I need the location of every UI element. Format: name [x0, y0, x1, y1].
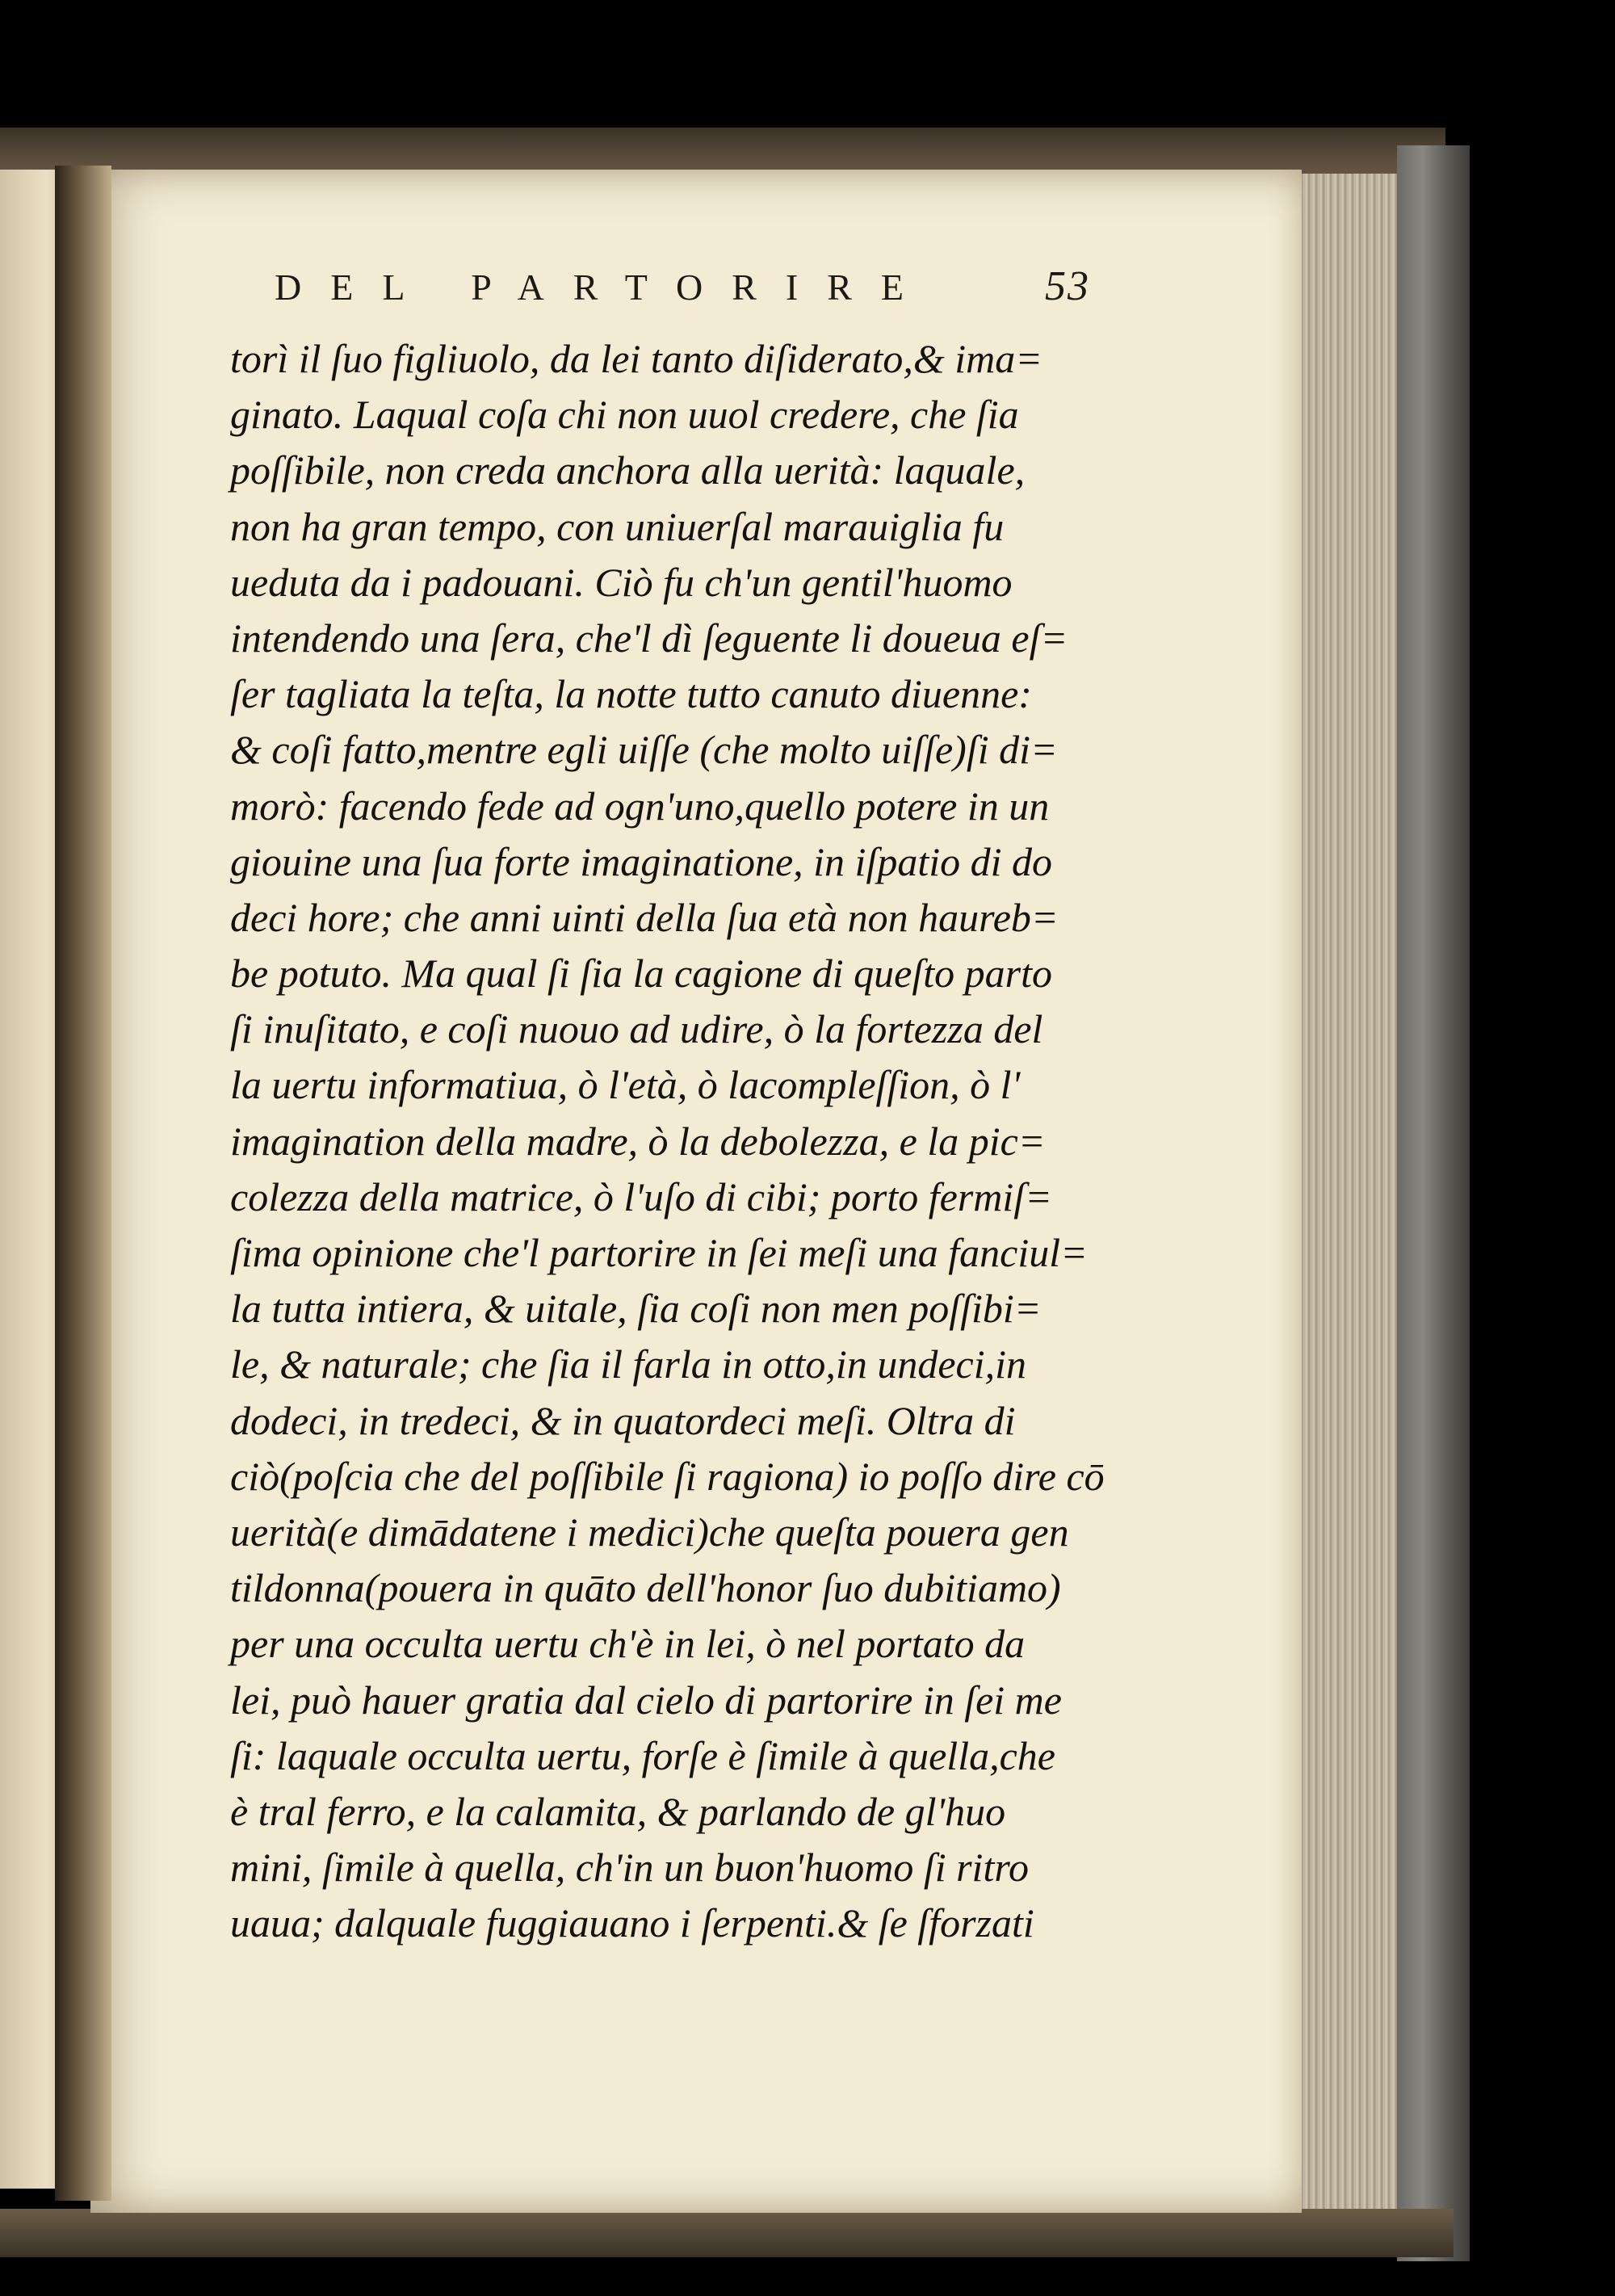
text-line: non ha gran tempo, con uniuerſal marauiglia fu: [230, 503, 1005, 549]
text-line: è tral ferro, e la calamita, & parlando de gl'huo: [230, 1788, 1006, 1834]
text-line: ginato. Laqual coſa chi non uuol credere, che ſia: [230, 392, 1019, 438]
text-line: uaua; dalquale fuggiauano i ſerpenti.& ſe ſforzati: [230, 1900, 1034, 1946]
text-line: la uertu informatiua, ò l'età, ò lacompleſſion, ò l': [230, 1062, 1021, 1108]
text-line: ſi inuſitato, e coſi nuouo ad udire, ò la fortezza del: [230, 1006, 1043, 1052]
text-line: ſima opinione che'l partorire in ſei meſi una fanciul=: [230, 1230, 1088, 1275]
text-line: ciò(poſcia che del poſſibile ſi ragiona) io poſſo dire cō: [230, 1453, 1105, 1499]
page-block-edges: [1282, 174, 1416, 2241]
running-head: [275, 262, 1090, 310]
text-line: ueduta da i padouani. Ciò fu ch'un gentil'huomo: [230, 559, 1013, 605]
text-line: & coſi fatto,mentre egli uiſſe (che molto uiſſe)ſi di=: [230, 727, 1058, 773]
text-line: dodeci, in tredeci, & in quatordeci meſi. Oltra di: [230, 1397, 1016, 1443]
book-cover-bottom: [0, 2209, 1454, 2257]
text-line: morò: facendo fede ad ogn'uno,quello potere in un: [230, 783, 1050, 829]
text-line: lei, può hauer gratia dal cielo di partorire in ſei me: [230, 1677, 1062, 1723]
text-line: deci hore; che anni uinti della ſua età non haureb=: [230, 894, 1059, 940]
text-line: ſer tagliata la teſta, la notte tutto canuto diuenne:: [230, 671, 1032, 717]
book-gutter: [55, 166, 111, 2201]
text-line: mini, ſimile à quella, ch'in un buon'huomo ſi ritro: [230, 1845, 1029, 1891]
text-line: la tutta intiera, & uitale, ſia coſi non men poſſibi=: [230, 1286, 1042, 1332]
text-line: le, & naturale; che ſia il farla in otto,in undeci,in: [230, 1341, 1026, 1387]
text-line: giouine una ſua forte imaginatione, in iſpatio di do: [230, 838, 1053, 884]
text-line: uerità(e dimādatene i medici)che queſta pouera gen: [230, 1509, 1069, 1555]
text-line: ſi: laquale occulta uertu, forſe è ſimile à quella,che: [230, 1732, 1055, 1778]
book-cover-right: [1397, 145, 1470, 2261]
text-line: imagination della madre, ò la debolezza, e la pic=: [230, 1118, 1046, 1164]
body-text: [230, 331, 1118, 1951]
text-line: intendendo una ſera, che'l dì ſeguente li doueua eſ=: [230, 615, 1068, 661]
page-number: 53: [1045, 263, 1090, 309]
text-line: tildonna(pouera in quāto dell'honor ſuo dubitiamo): [230, 1565, 1061, 1611]
text-line: be potuto. Ma qual ſi ſia la cagione di queſto parto: [230, 951, 1052, 997]
text-line: torì il ſuo figliuolo, da lei tanto diſiderato,& ima=: [230, 336, 1042, 381]
text-line: per una occulta uertu ch'è in lei, ò nel portato da: [230, 1621, 1026, 1667]
text-line: poſſibile, non creda anchora alla uerità: laquale,: [230, 447, 1026, 493]
running-head-title: DEL PARTORIRE: [275, 267, 933, 308]
text-line: colezza della matrice, ò l'uſo di cibi; porto fermiſ=: [230, 1173, 1052, 1219]
